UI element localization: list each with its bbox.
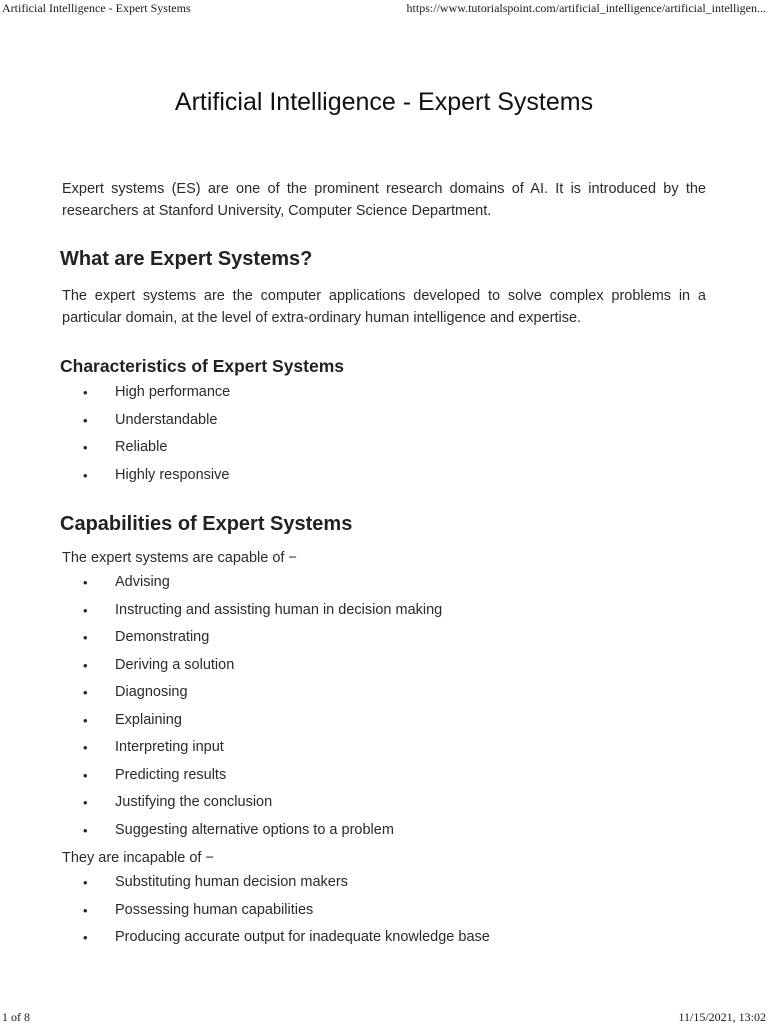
- list-item: • Demonstrating: [62, 624, 706, 652]
- capable-intro: The expert systems are capable of −: [62, 550, 297, 566]
- list-item: • Predicting results: [62, 762, 706, 790]
- print-header: [0, 1, 768, 16]
- capable-list: [62, 569, 706, 844]
- list-item: • Highly responsive: [62, 462, 706, 490]
- list-item: • Reliable: [62, 434, 706, 462]
- characteristics-list: [62, 379, 706, 489]
- print-header-url: https://www.tutorialspoint.com/artificial_intelligence/artificial_intelligen...: [406, 1, 766, 15]
- characteristics-heading: Characteristics of Expert Systems: [60, 356, 345, 376]
- list-item: • Justifying the conclusion: [62, 789, 706, 817]
- capabilities-heading: Capabilities of Expert Systems: [60, 513, 353, 535]
- print-footer: [0, 1010, 768, 1025]
- list-item: • Substituting human decision makers: [62, 869, 706, 897]
- list-item: • Deriving a solution: [62, 652, 706, 680]
- list-item: • Suggesting alternative options to a problem: [62, 817, 706, 845]
- list-item: • High performance: [62, 379, 706, 407]
- page-number: 1 of 8: [2, 1010, 30, 1024]
- what-are-expert-systems-paragraph: The expert systems are the computer applications developed to solve complex problems in a particular domain, at the level of extra-ordinary human intelligence and expertise.: [62, 288, 706, 326]
- incapable-intro: They are incapable of −: [62, 850, 214, 866]
- intro-paragraph: Expert systems (ES) are one of the prominent research domains of AI. It is introduced by the researchers at Stanford University, Computer Science Department.: [62, 181, 706, 219]
- incapable-list: [62, 869, 706, 952]
- page-title: Artificial Intelligence - Expert Systems: [174, 88, 594, 116]
- list-item: • Instructing and assisting human in decision making: [62, 597, 706, 625]
- print-datetime: 11/15/2021, 13:02: [678, 1010, 766, 1024]
- document-body: [62, 82, 706, 952]
- list-item: • Advising: [62, 569, 706, 597]
- what-are-expert-systems-heading: What are Expert Systems?: [60, 248, 313, 270]
- list-item: • Possessing human capabilities: [62, 897, 706, 925]
- list-item: • Interpreting input: [62, 734, 706, 762]
- list-item: • Producing accurate output for inadequate knowledge base: [62, 924, 706, 952]
- list-item: • Diagnosing: [62, 679, 706, 707]
- list-item: • Understandable: [62, 407, 706, 435]
- list-item: • Explaining: [62, 707, 706, 735]
- print-header-title: Artificial Intelligence - Expert Systems: [2, 1, 191, 15]
